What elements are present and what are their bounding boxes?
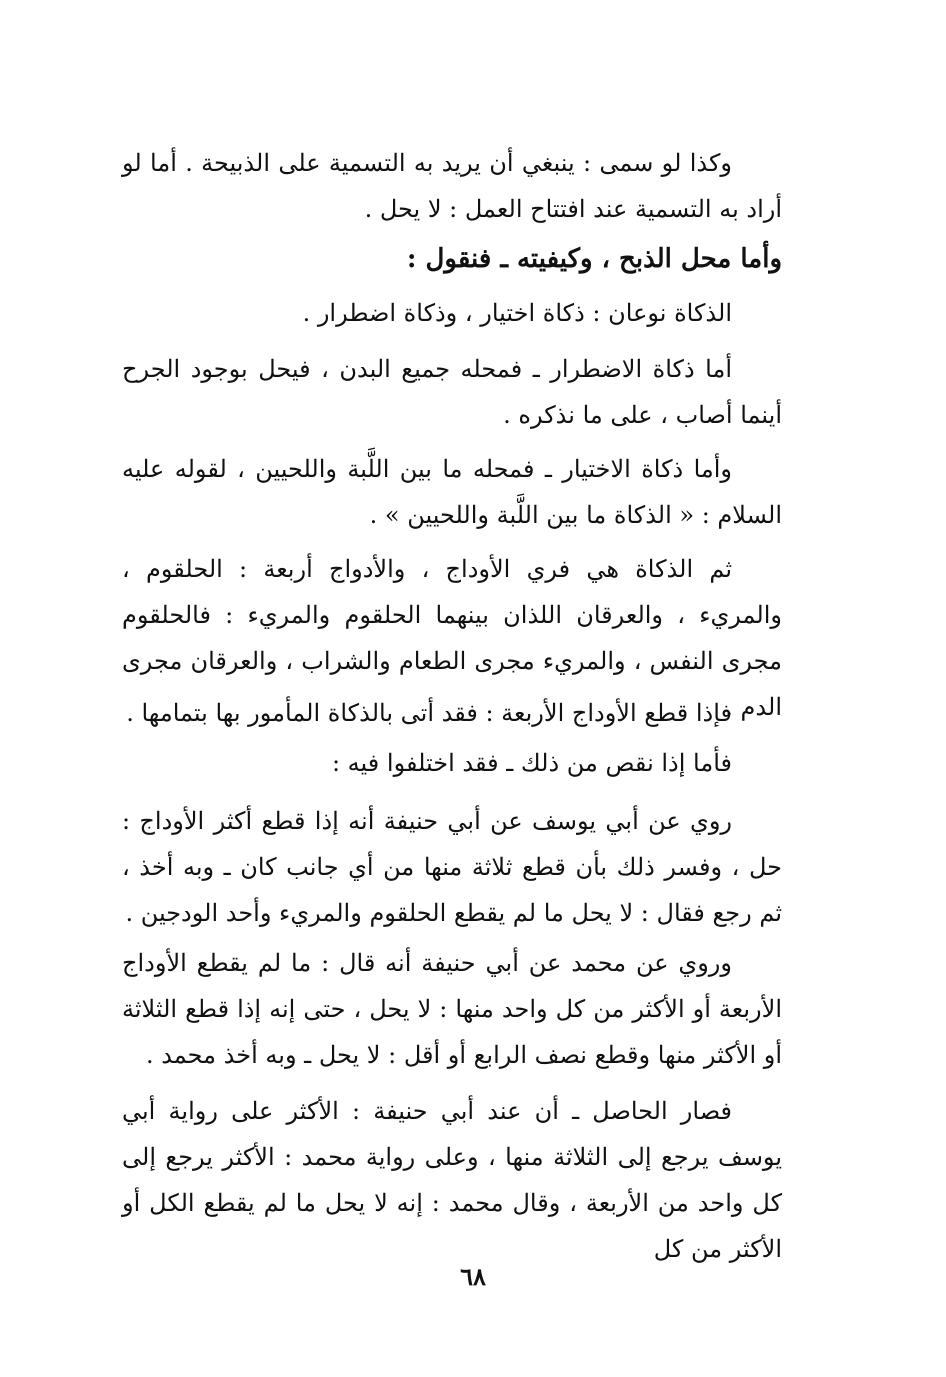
paragraph-muhammad: وروي عن محمد عن أبي حنيفة أنه قال : ما لم يقطع الأوداج الأربعة أو الأكثر من كل واحد منها : لا يحل ، حتى إنه إذا قطع الثلاثة أو الأكثر منها وقطع نصف الرابع أو أقل : لا يحل ـ وبه أخذ محمد . <box>122 949 782 1069</box>
paragraph-idtirar: أما ذكاة الاضطرار ـ فمحله جميع البدن ، فيحل بوجود الجرح أينما أصاب ، على ما نذكره . <box>122 355 782 429</box>
paragraph-ikhtiyar: وأما ذكاة الاختيار ـ فمحله ما بين اللَّبة واللحيين ، لقوله عليه السلام : « الذكاة ما بين اللَّبة واللحيين » . <box>122 455 782 529</box>
paragraph-types-of-dhakat: الذكاة نوعان : ذكاة اختيار ، وذكاة اضطرار . <box>302 299 732 327</box>
paragraph-all-four: فإذا قطع الأوداج الأربعة : فقد أتى بالذكاة المأمور بها بتمامها . <box>126 699 732 727</box>
paragraph-tasmiya: وكذا لو سمى : ينبغي أن يريد به التسمية على الذبيحة . أما لو أراد به التسمية عند افتتاح العمل : لا يحل . <box>122 149 782 223</box>
paragraph-summary: فصار الحاصل ـ أن عند أبي حنيفة : الأكثر على رواية أبي يوسف يرجع إلى الثلاثة منها ، وعلى رواية محمد : الأكثر يرجع إلى كل واحد من الأربعة ، وقال محمد : إنه لا يحل ما لم يقطع الكل أو الأكثر من كل <box>122 1097 782 1263</box>
section-heading: وأما محل الذبح ، وكيفيته ـ فنقول : <box>406 244 782 274</box>
paragraph-abu-yusuf: روي عن أبي يوسف عن أبي حنيفة أنه إذا قطع أكثر الأوداج : حل ، وفسر ذلك بأن قطع ثلاثة منها من أي جانب كان ـ وبه أخذ ، ثم رجع فقال : لا يحل ما لم يقطع الحلقوم والمريء وأحد الودجين . <box>122 807 782 927</box>
paragraph-disagreement: فأما إذا نقص من ذلك ـ فقد اختلفوا فيه : <box>331 749 732 777</box>
page-number: ٦٨ <box>460 1262 486 1291</box>
paragraph-awdaj: ثم الذكاة هي فري الأوداج ، والأدواج أربعة : الحلقوم ، والمريء ، والعرقان اللذان بينهما الحلقوم والمريء : فالحلقوم مجرى النفس ، والمريء مجرى الطعام والشراب ، والعرقان مجرى الدم . <box>122 555 782 721</box>
